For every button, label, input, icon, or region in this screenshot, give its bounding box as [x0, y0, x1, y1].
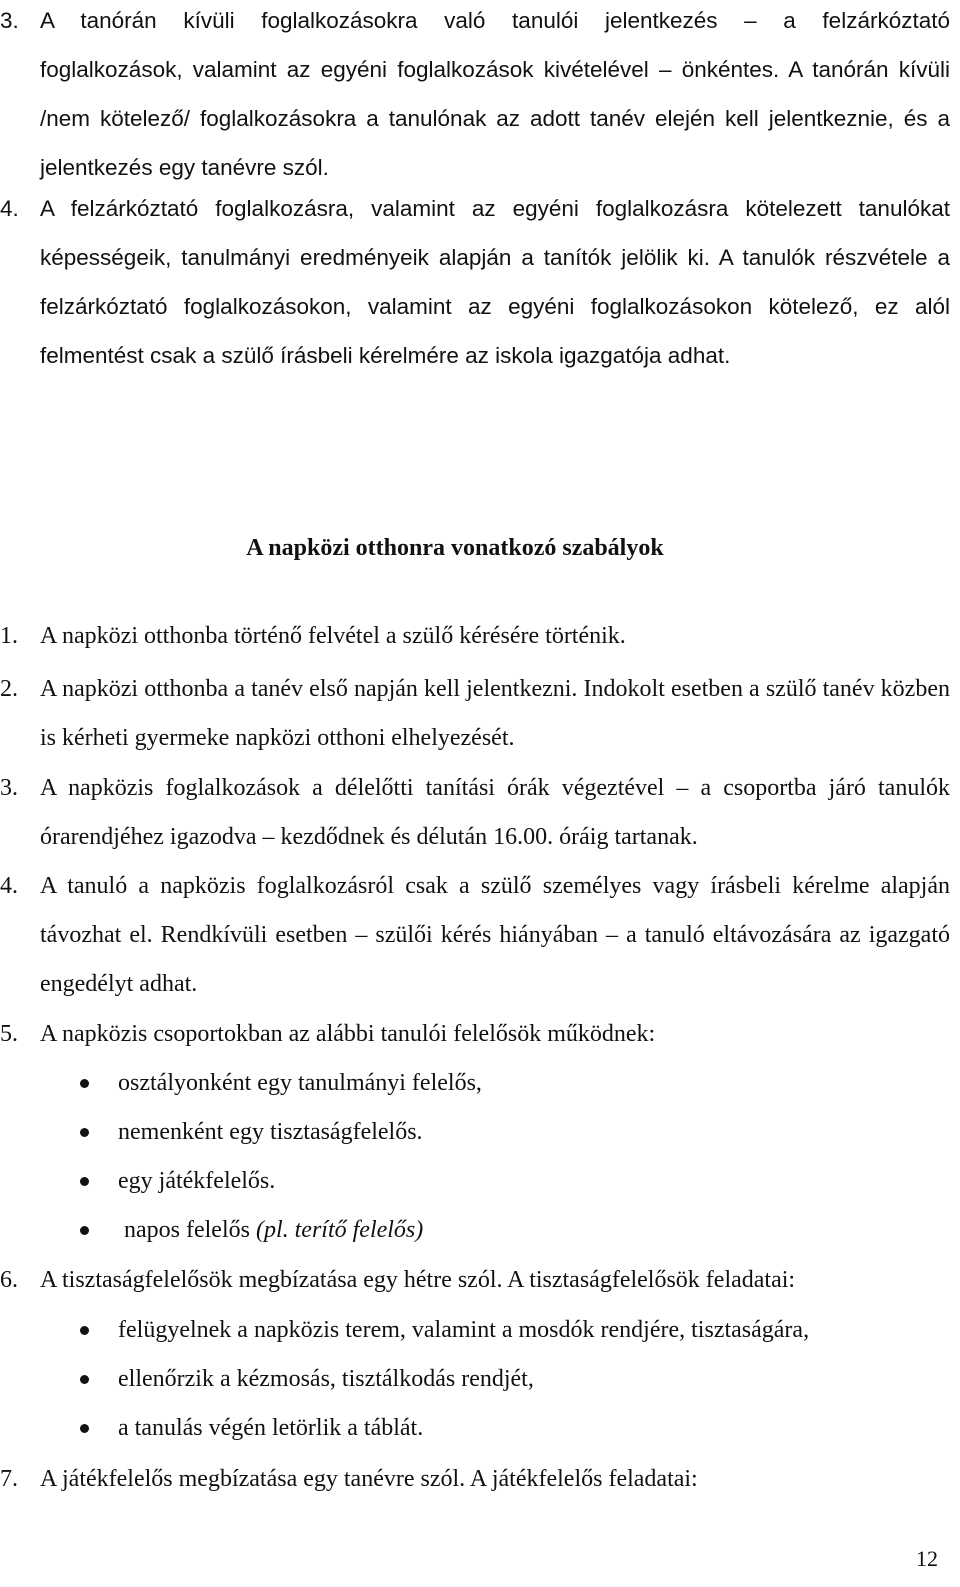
section-title: A napközi otthonra vonatkozó szabályok [246, 535, 664, 561]
napkozi-item-5 [0, 1010, 950, 1059]
item-number: 2. [0, 676, 18, 702]
list-item: egy játékfelelős. [0, 1157, 950, 1206]
rule-item-3 [0, 0, 950, 192]
bullet-icon [80, 1226, 89, 1235]
item-text: A napközi otthonba történő felvétel a szülő kérésére történik. [40, 623, 626, 649]
bullet-icon [80, 1424, 89, 1433]
item-text: A napközis foglalkozások a délelőtti tanítási órák végeztével – a csoportba járó tanulók órarendjéhez igazodva – kezdődnek és délután 16.00. óráig tartanak. [40, 775, 950, 850]
bullet-icon [80, 1326, 89, 1335]
list-item: napos felelős (pl. terítő felelős) [0, 1206, 950, 1255]
napkozi-item-4 [0, 862, 950, 1009]
list-item: osztályonként egy tanulmányi felelős, [0, 1059, 950, 1108]
napkozi-item-1 [0, 612, 950, 661]
cleanliness-duties-list [0, 1306, 950, 1453]
item-text: A napközis csoportokban az alábbi tanulói felelősök működnek: [40, 1021, 656, 1047]
rule-item-4 [0, 184, 950, 380]
item-text: foglalkozások, valamint az egyéni foglalkozások kivételével – önkéntes. A tanórán kívüli /nem kötelező/ foglalkozásokra a tanulónak az adott tanév elején kell jelentkeznie, és a jelentkezés egy tanévre szól. [40, 57, 950, 180]
list-item: ellenőrzik a kézmosás, tisztálkodás rendjét, [0, 1355, 950, 1404]
napkozi-item-2 [0, 665, 950, 763]
item-number: 1. [0, 623, 18, 649]
bullet-icon [80, 1128, 89, 1137]
bullet-icon [80, 1177, 89, 1186]
item-number: 6. [0, 1267, 18, 1293]
item-number: 5. [0, 1021, 18, 1047]
item-text-line1: A tanórán kívüli foglalkozásokra való tanulói jelentkezés – a felzárkóztató [40, 8, 950, 33]
item-number: 4. [0, 196, 19, 221]
napkozi-item-3 [0, 764, 950, 862]
item-text: A felzárkóztató foglalkozásra, valamint az egyéni foglalkozásra kötelezett tanulókat képességeik, tanulmányi eredményeik alapján a tanítók jelölik ki. A tanulók részvétele a felzárkóztató foglalkozásokon, valamint az egyéni foglalkozásokon kötelező, ez alól felmentést csak a szülő írásbeli kérelmére az iskola igazgatója adhat. [40, 196, 950, 368]
item-number: 4. [0, 873, 18, 899]
item-number: 3. [0, 775, 18, 801]
list-item: felügyelnek a napközis terem, valamint a mosdók rendjére, tisztaságára, [0, 1306, 950, 1355]
list-item: a tanulás végén letörlik a táblát. [0, 1404, 950, 1453]
item-text: A játékfelelős megbízatása egy tanévre szól. A játékfelelős feladatai: [40, 1466, 698, 1492]
item-text: A tanuló a napközis foglalkozásról csak a szülő személyes vagy írásbeli kérelme alapján távozhat el. Rendkívüli esetben – szülői kérés hiányában – a tanuló eltávozására az igazgató engedélyt adhat. [40, 873, 950, 997]
item-text: A tisztaságfelelősök megbízatása egy hétre szól. A tisztaságfelelősök feladatai: [40, 1267, 796, 1293]
item-text: A napközi otthonba a tanév első napján kell jelentkezni. Indokolt esetben a szülő tanév közben is kérheti gyermeke napközi otthoni elhelyezését. [40, 676, 950, 751]
napkozi-item-6 [0, 1256, 950, 1305]
item-number: 7. [0, 1466, 18, 1492]
item-number: 3. [0, 8, 19, 33]
bullet-icon [80, 1375, 89, 1384]
page-number: 12 [916, 1546, 938, 1571]
list-item: nemenként egy tisztaságfelelős. [0, 1108, 950, 1157]
bullet-icon [80, 1079, 89, 1088]
napkozi-item-7 [0, 1455, 950, 1504]
responsibles-list [0, 1059, 950, 1255]
